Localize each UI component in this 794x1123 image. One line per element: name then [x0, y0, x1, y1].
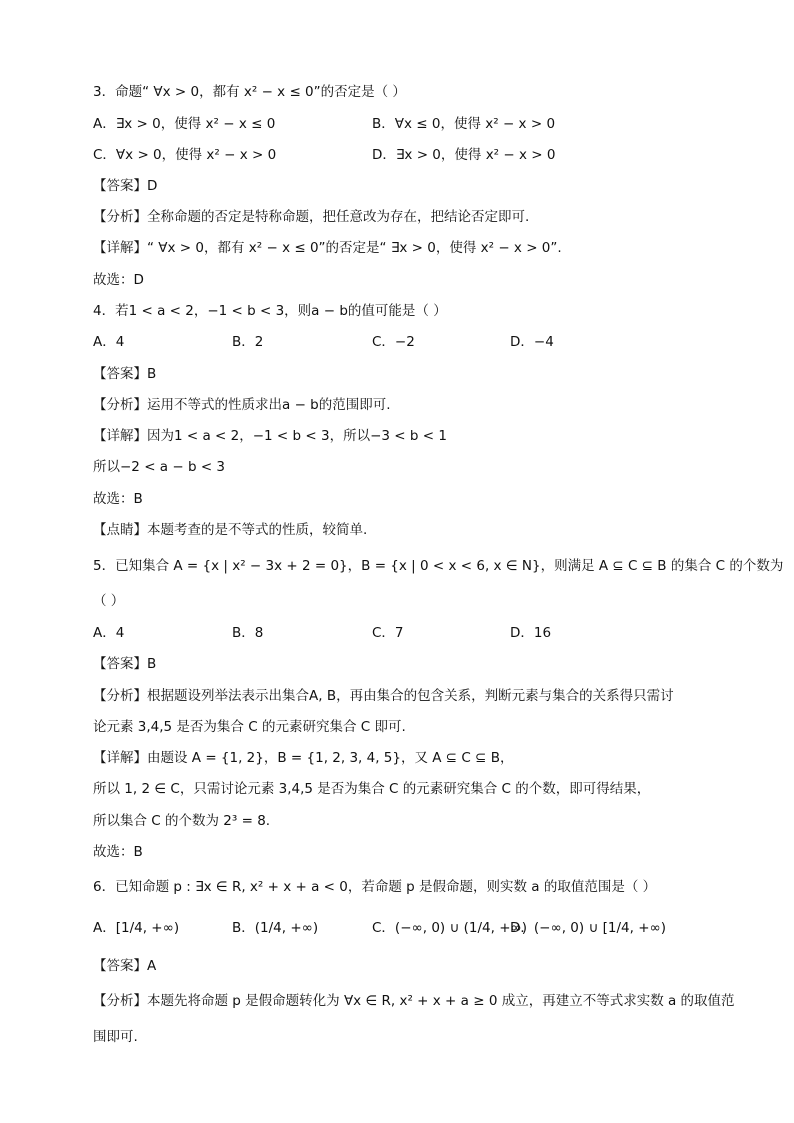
q5-stem-end: （ ）	[93, 593, 125, 609]
q4-option-a: A．4	[93, 334, 125, 350]
q6-option-c: C．(−∞, 0) ∪ (1/4, +∞)	[372, 920, 528, 936]
q5-stem: 5．已知集合 A = {x | x² − 3x + 2 = 0}，B = {x | 0 < x < 6, x ∈ N}，则满足 A ⊆ C ⊆ B 的集合 C 的个数为	[93, 558, 784, 574]
q5-analysis-2: 论元素 3,4,5 是否为集合 C 的元素研究集合 C 即可.	[93, 719, 406, 735]
q5-answer: 【答案】B	[93, 656, 157, 672]
q4-choice: 故选：B	[93, 491, 143, 507]
q4-comment: 【点睛】本题考查的是不等式的性质，较简单.	[93, 522, 368, 538]
q4-option-b: B．2	[232, 334, 264, 350]
q5-detail-3: 所以集合 C 的个数为 2³ = 8.	[93, 813, 271, 829]
q5-option-a: A．4	[93, 625, 125, 641]
q4-analysis: 【分析】运用不等式的性质求出a − b的范围即可.	[93, 397, 391, 413]
q5-detail-2: 所以 1, 2 ∈ C，只需讨论元素 3,4,5 是否为集合 C 的元素研究集合 C 的个数，即可得结果，	[93, 781, 651, 797]
q3-option-c: C．∀x > 0，使得 x² − x > 0	[93, 147, 277, 163]
q6-stem: 6．已知命题 p : ∃x ∈ R, x² + x + a < 0，若命题 p 是假命题，则实数 a 的取值范围是（ ）	[93, 879, 657, 895]
q5-choice: 故选：B	[93, 844, 143, 860]
q3-option-b: B．∀x ≤ 0，使得 x² − x > 0	[372, 116, 556, 132]
q3-analysis: 【分析】全称命题的否定是特称命题，把任意改为存在，把结论否定即可.	[93, 209, 530, 225]
q5-detail-1: 【详解】由题设 A = {1, 2}，B = {1, 2, 3, 4, 5}，又 A ⊆ C ⊆ B，	[93, 750, 514, 766]
q3-option-a: A．∃x > 0，使得 x² − x ≤ 0	[93, 116, 276, 132]
q3-answer: 【答案】D	[93, 178, 158, 194]
q6-analysis-2: 围即可.	[93, 1029, 138, 1045]
q6-answer: 【答案】A	[93, 958, 157, 974]
q3-detail: 【详解】“ ∀x > 0，都有 x² − x ≤ 0”的否定是“ ∃x > 0，使得 x² − x > 0”.	[93, 240, 562, 256]
q4-answer: 【答案】B	[93, 366, 157, 382]
q6-analysis-1: 【分析】本题先将命题 p 是假命题转化为 ∀x ∈ R, x² + x + a ≥ 0 成立，再建立不等式求实数 a 的取值范	[93, 993, 735, 1009]
q3-choice: 故选：D	[93, 272, 144, 288]
q6-option-a: A．[1/4, +∞)	[93, 920, 180, 936]
q5-analysis-1: 【分析】根据题设列举法表示出集合A, B，再由集合的包含关系，判断元素与集合的关系得只需讨	[93, 688, 674, 704]
q4-option-d: D．−4	[510, 334, 554, 350]
q6-option-d: D．(−∞, 0) ∪ [1/4, +∞)	[510, 920, 667, 936]
q5-option-b: B．8	[232, 625, 264, 641]
q6-option-b: B．(1/4, +∞)	[232, 920, 319, 936]
q5-option-d: D．16	[510, 625, 552, 641]
q3-stem: 3．命题“ ∀x > 0，都有 x² − x ≤ 0”的否定是（ ）	[93, 84, 406, 100]
q4-detail-1: 【详解】因为1 < a < 2，−1 < b < 3，所以−3 < b < 1	[93, 428, 447, 444]
q4-detail-2: 所以−2 < a − b < 3	[93, 459, 226, 475]
q4-stem: 4．若1 < a < 2，−1 < b < 3，则a − b的值可能是（ ）	[93, 303, 447, 319]
q5-option-c: C．7	[372, 625, 404, 641]
q4-option-c: C．−2	[372, 334, 415, 350]
q3-option-d: D．∃x > 0，使得 x² − x > 0	[372, 147, 556, 163]
